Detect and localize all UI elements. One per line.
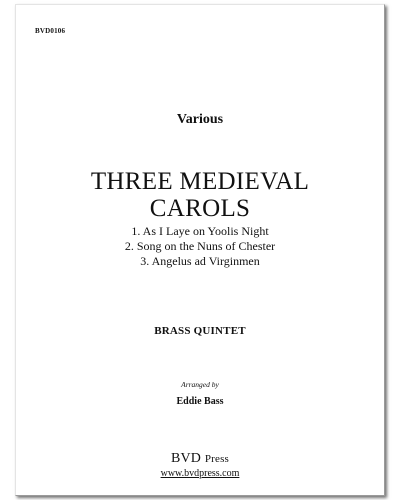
catalog-code: BVD0106	[35, 27, 66, 35]
page-title	[16, 168, 384, 222]
movement-item: 3. Angelus ad Virginmen	[140, 254, 260, 268]
publisher-initials: BVD	[170, 451, 202, 466]
publisher-name	[16, 451, 384, 467]
arranger-name: Eddie Bass	[176, 396, 224, 407]
publisher-press: Press	[204, 453, 230, 465]
instrumentation: BRASS QUINTET	[154, 325, 246, 337]
arranged-by-label: Arranged by	[181, 380, 219, 389]
movement-item: 1. As I Laye on Yoolis Night	[131, 224, 269, 238]
movement-item: 2. Song on the Nuns of Chester	[124, 239, 276, 253]
title-line-1: THREE MEDIEVAL	[90, 168, 310, 195]
composer-name: Various	[176, 112, 224, 127]
publisher-website-link[interactable]: www.bvdpress.com	[160, 468, 240, 479]
sheet-music-cover	[15, 4, 385, 496]
title-line-2: CAROLS	[149, 195, 251, 222]
movement-list	[16, 224, 384, 269]
